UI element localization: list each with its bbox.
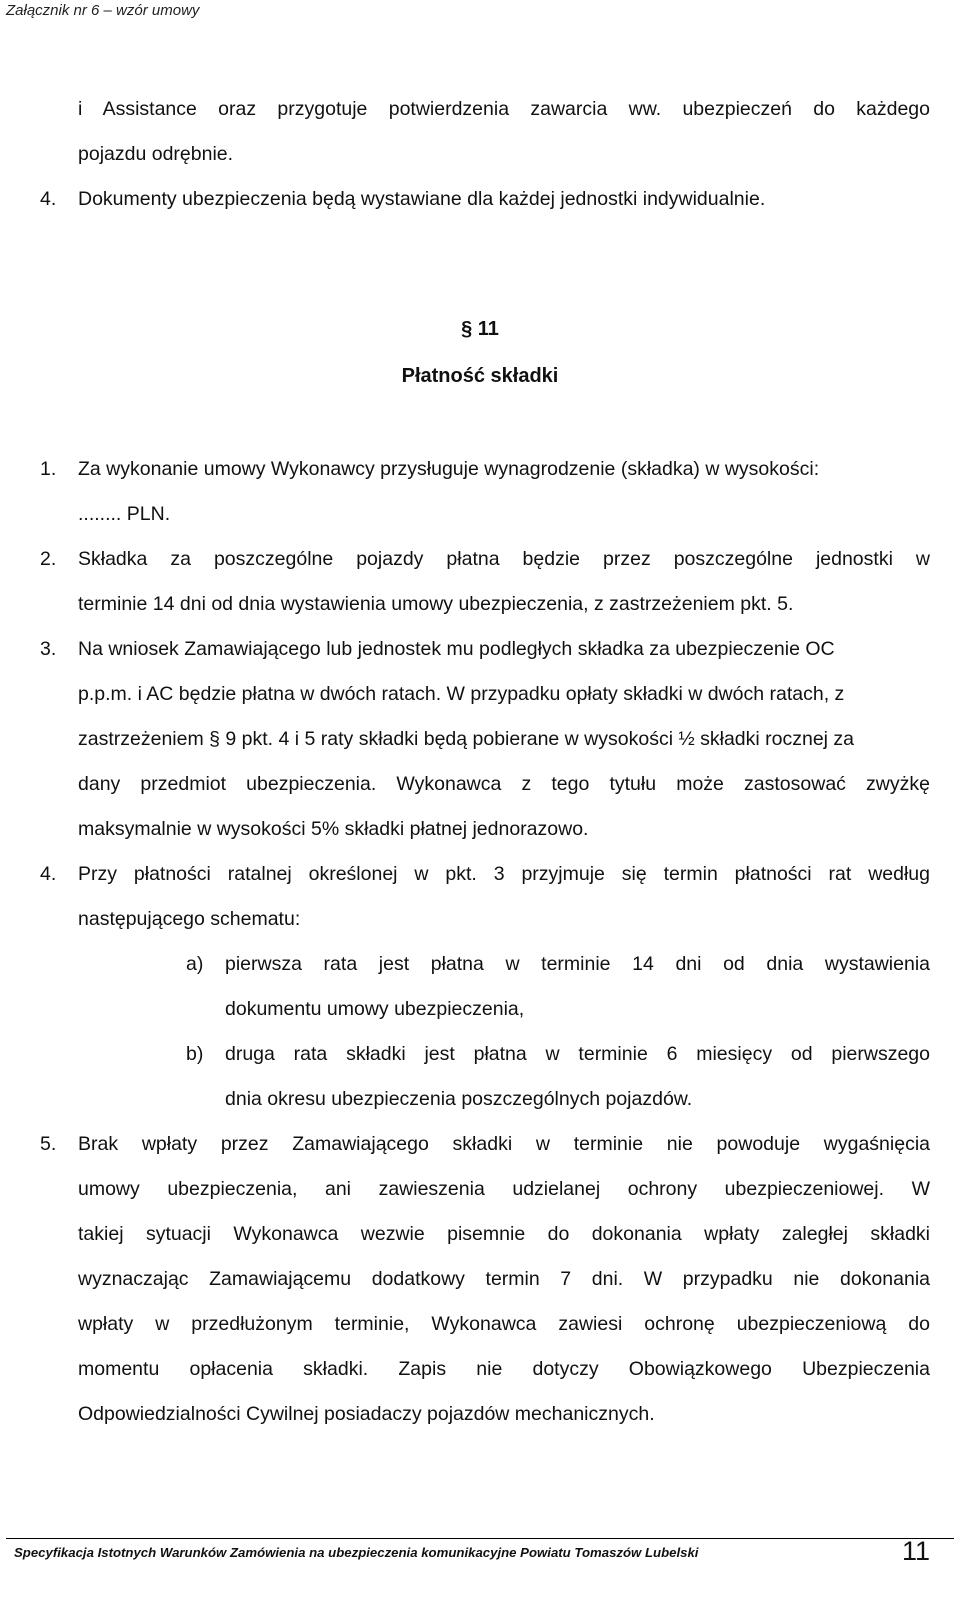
intro-item-4-text: Dokumenty ubezpieczenia będą wystawiane dla każdej jednostki indywidualnie.	[78, 188, 766, 210]
page-number: 11	[901, 1536, 930, 1566]
subitem-a-letter: a)	[186, 953, 204, 975]
footer-divider	[6, 1538, 954, 1539]
footer-text: Specyfikacja Istotnych Warunków Zamówienia na ubezpieczenia komunikacyjne Powiatu Tomaszów Lubelski	[14, 1545, 699, 1560]
item-5-line-3: takiej sytuacji Wykonawca wezwie pisemnie do dokonania wpłaty zaległej składki	[78, 1223, 930, 1245]
item-5-line-5: wpłaty w przedłużonym terminie, Wykonawca zawiesi ochronę ubezpieczeniową do	[78, 1313, 930, 1335]
item-1-line-1: Za wykonanie umowy Wykonawcy przysługuje wynagrodzenie (składka) w wysokości:	[78, 458, 820, 480]
item-3-line-1: Na wniosek Zamawiającego lub jednostek mu podległych składka za ubezpieczenie OC	[78, 638, 835, 660]
document-header: Załącznik nr 6 – wzór umowy	[6, 2, 200, 19]
item-2-number: 2.	[40, 548, 57, 570]
subitem-a-line-1: pierwsza rata jest płatna w terminie 14 dni od dnia wystawienia	[225, 953, 930, 975]
item-5-line-4: wyznaczając Zamawiającemu dodatkowy termin 7 dni. W przypadku nie dokonania	[78, 1268, 930, 1290]
intro-line-2: pojazdu odrębnie.	[78, 143, 234, 165]
item-2-line-2: terminie 14 dni od dnia wystawienia umowy ubezpieczenia, z zastrzeżeniem pkt. 5.	[78, 593, 794, 615]
item-5-line-1: Brak wpłaty przez Zamawiającego składki w terminie nie powoduje wygaśnięcia	[78, 1133, 930, 1155]
item-5-line-6: momentu opłacenia składki. Zapis nie dotyczy Obowiązkowego Ubezpieczenia	[78, 1358, 930, 1380]
intro-line-1: i Assistance oraz przygotuje potwierdzenia zawarcia ww. ubezpieczeń do każdego	[78, 98, 930, 120]
item-3-line-5: maksymalnie w wysokości 5% składki płatnej jednorazowo.	[78, 818, 589, 840]
item-5-line-2: umowy ubezpieczenia, ani zawieszenia udzielanej ochrony ubezpieczeniowej. W	[78, 1178, 930, 1200]
item-3-line-3: zastrzeżeniem § 9 pkt. 4 i 5 raty składki będą pobierane w wysokości ½ składki rocznej za	[78, 728, 855, 750]
item-1-number: 1.	[40, 458, 57, 480]
item-1-line-2: ........ PLN.	[78, 503, 171, 525]
item-3-line-2: p.p.m. i AC będzie płatna w dwóch ratach. W przypadku opłaty składki w dwóch ratach, z	[78, 683, 845, 705]
item-5-line-7: Odpowiedzialności Cywilnej posiadaczy pojazdów mechanicznych.	[78, 1403, 655, 1425]
section-number: § 11	[461, 318, 499, 340]
item-5-number: 5.	[40, 1133, 57, 1155]
section-title: Płatność składki	[401, 365, 559, 387]
item-4-line-2: następującego schematu:	[78, 908, 301, 930]
item-4-line-1: Przy płatności ratalnej określonej w pkt. 3 przyjmuje się termin płatności rat według	[78, 863, 930, 885]
subitem-b-line-2: dnia okresu ubezpieczenia poszczególnych pojazdów.	[225, 1088, 693, 1110]
item-3-line-4: dany przedmiot ubezpieczenia. Wykonawca z tego tytułu może zastosować zwyżkę	[78, 773, 930, 795]
item-3-number: 3.	[40, 638, 57, 660]
subitem-b-line-1: druga rata składki jest płatna w terminie 6 miesięcy od pierwszego	[225, 1043, 930, 1065]
subitem-b-letter: b)	[186, 1043, 204, 1065]
subitem-a-line-2: dokumentu umowy ubezpieczenia,	[225, 998, 525, 1020]
item-2-line-1: Składka za poszczególne pojazdy płatna będzie przez poszczególne jednostki w	[78, 548, 930, 570]
item-4-number: 4.	[40, 863, 57, 885]
intro-item-4-number: 4.	[40, 188, 57, 210]
